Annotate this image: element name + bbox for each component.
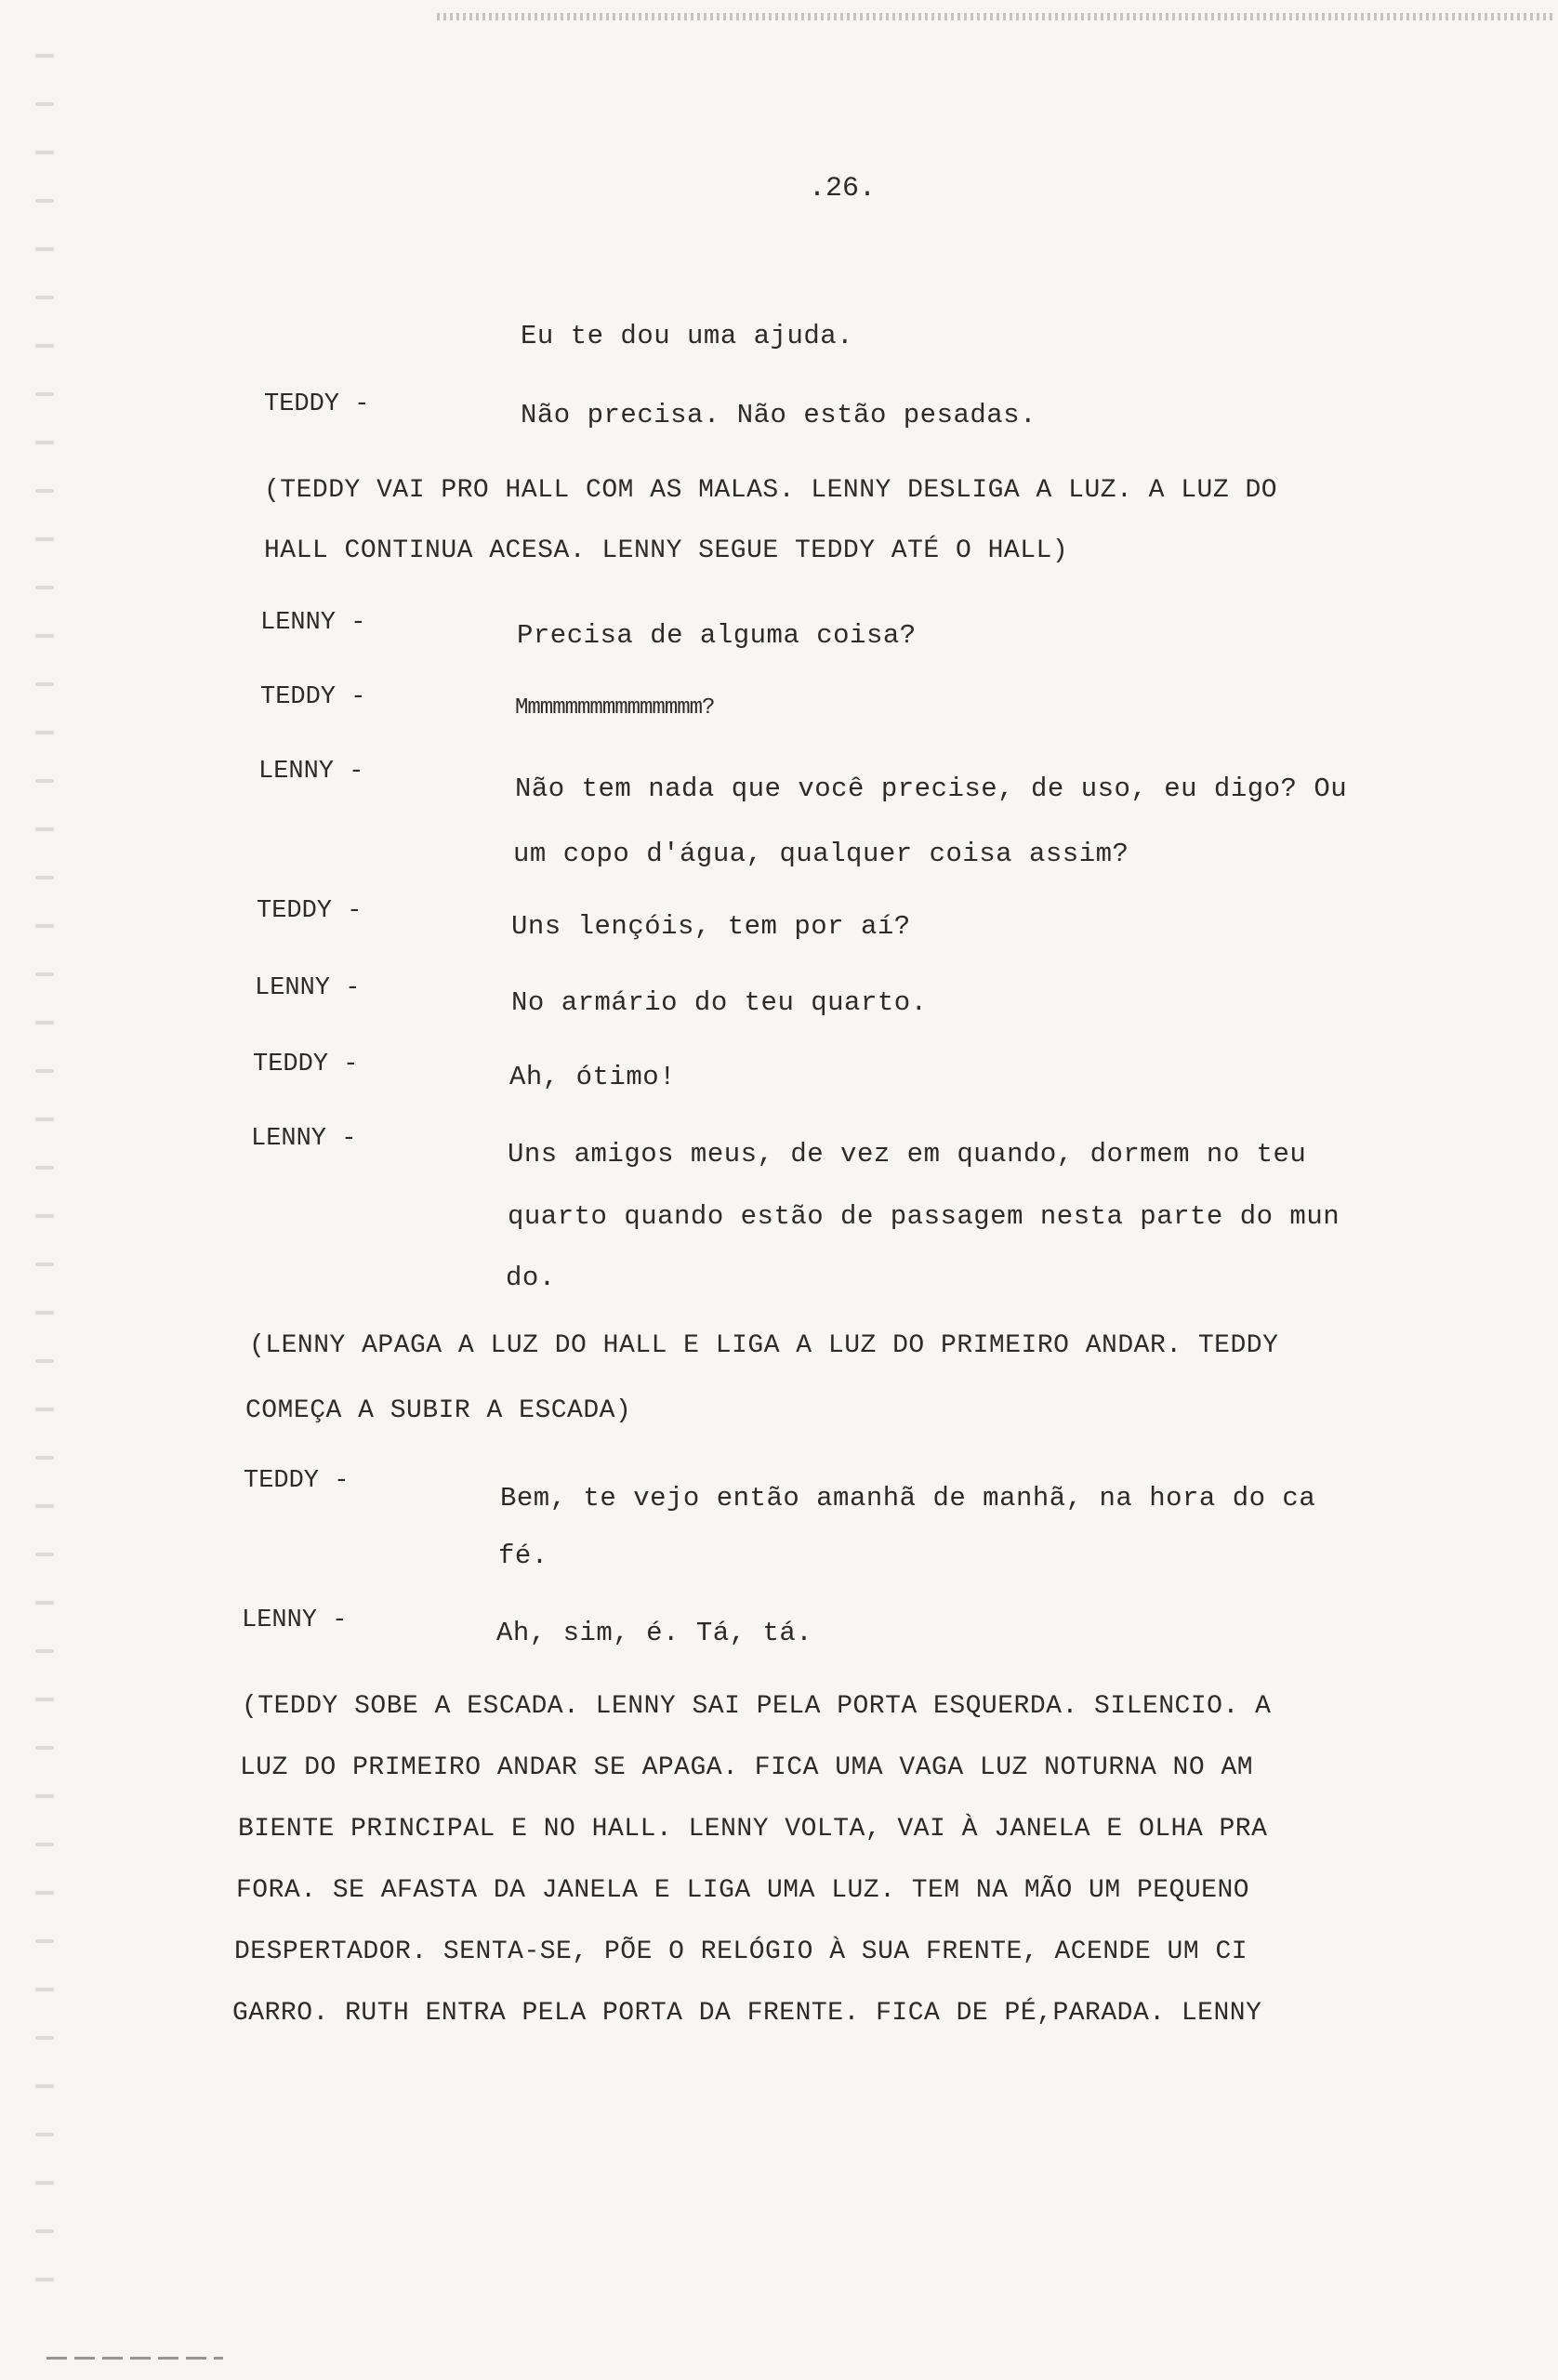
stage-direction-line: (LENNY APAGA A LUZ DO HALL E LIGA A LUZ DO PRIMEIRO ANDAR. TEDDY — [249, 1331, 1279, 1360]
dialogue-line: No armário do teu quarto. — [511, 987, 928, 1018]
dialogue-line: Uns amigos meus, de vez em quando, dormem no teu — [508, 1139, 1307, 1170]
speaker-label: LENNY - — [251, 1125, 357, 1153]
dialogue-line: Ah, sim, é. Tá, tá. — [496, 1618, 813, 1648]
dialogue-line: Uns lençóis, tem por aí? — [511, 911, 911, 942]
speaker-label: LENNY - — [258, 758, 364, 786]
speaker-label: LENNY - — [260, 609, 366, 637]
scan-top-edge — [437, 13, 1552, 20]
speaker-label: TEDDY - — [257, 897, 363, 925]
speaker-label: TEDDY - — [244, 1467, 350, 1495]
page-number: .26. — [809, 173, 877, 205]
stage-direction-line: DESPERTADOR. SENTA-SE, PÕE O RELÓGIO À SUA FRENTE, ACENDE UM CI — [234, 1937, 1248, 1966]
dialogue-line: Eu te dou uma ajuda. — [521, 321, 854, 351]
speaker-label: TEDDY - — [264, 390, 370, 418]
stage-direction-line: COMEÇA A SUBIR A ESCADA) — [245, 1396, 632, 1425]
dialogue-line: Bem, te vejo então amanhã de manhã, na hora do ca — [500, 1483, 1316, 1514]
scan-bottom-edge — [46, 2357, 223, 2360]
dialogue-line: Não precisa. Não estão pesadas. — [521, 400, 1036, 430]
speaker-label: LENNY - — [255, 974, 361, 1002]
speaker-label: TEDDY - — [253, 1051, 359, 1078]
dialogue-line: Não tem nada que você precise, de uso, eu digo? Ou — [515, 774, 1348, 804]
stage-direction-line: FORA. SE AFASTA DA JANELA E LIGA UMA LUZ. TEM NA MÃO UM PEQUENO — [236, 1876, 1250, 1905]
dialogue-line: do. — [506, 1263, 556, 1293]
dialogue-line: Precisa de alguma coisa? — [517, 620, 917, 651]
stage-direction-line: GARRO. RUTH ENTRA PELA PORTA DA FRENTE. FICA DE PÉ,PARADA. LENNY — [232, 1999, 1262, 2028]
stage-direction-line: (TEDDY SOBE A ESCADA. LENNY SAI PELA PORTA ESQUERDA. SILENCIO. A — [242, 1692, 1272, 1721]
stage-direction-line: (TEDDY VAI PRO HALL COM AS MALAS. LENNY DESLIGA A LUZ. A LUZ DO — [264, 476, 1278, 505]
dialogue-line: quarto quando estão de passagem nesta parte do mun — [508, 1201, 1340, 1232]
binder-holes — [35, 19, 54, 2324]
speaker-label: LENNY - — [242, 1606, 348, 1634]
stage-direction-line: BIENTE PRINCIPAL E NO HALL. LENNY VOLTA, VAI À JANELA E OLHA PRA — [238, 1815, 1268, 1844]
dialogue-line: um copo d'água, qualquer coisa assim? — [513, 839, 1129, 869]
stage-direction-line: HALL CONTINUA ACESA. LENNY SEGUE TEDDY ATÉ O HALL) — [264, 536, 1069, 565]
stage-direction-line: LUZ DO PRIMEIRO ANDAR SE APAGA. FICA UMA VAGA LUZ NOTURNA NO AM — [240, 1753, 1254, 1782]
speaker-label: TEDDY - — [260, 683, 366, 711]
dialogue-line: Ah, ótimo! — [509, 1062, 677, 1092]
dialogue-line: fé. — [498, 1540, 548, 1571]
dialogue-line: Mmmmmmmmmmmmmmm? — [515, 695, 715, 721]
